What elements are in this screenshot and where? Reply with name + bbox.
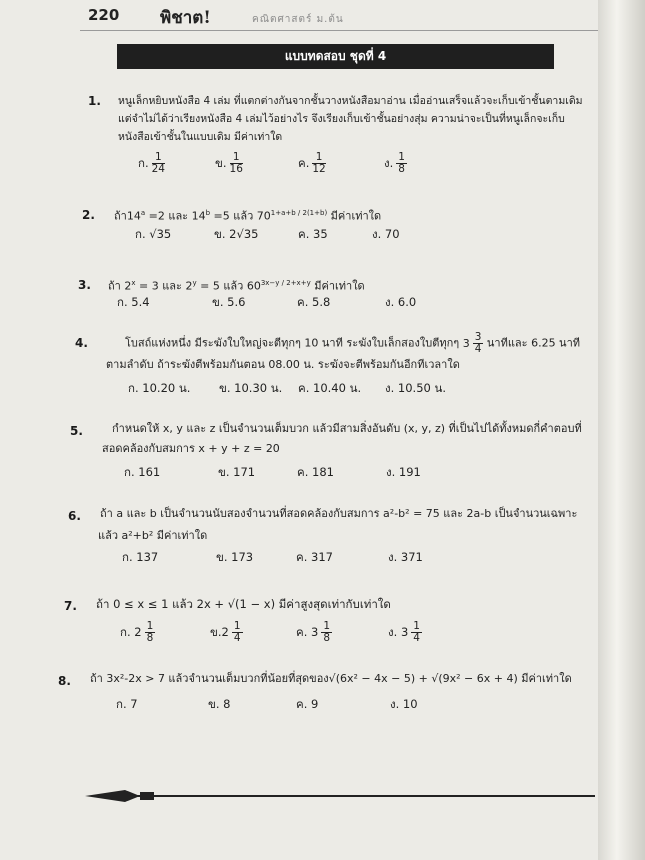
choice-b[interactable]: ข. 8: [208, 697, 231, 711]
choice-b[interactable]: ข. 10.30 น.: [219, 381, 283, 395]
test-banner: แบบทดสอบ ชุดที่ 4: [117, 44, 554, 69]
choice-d[interactable]: ง. 3 $\frac{1}{4}$: [388, 620, 420, 644]
question-number: 2.: [82, 208, 95, 222]
choice-c[interactable]: ค. 181: [297, 465, 334, 479]
choice-a[interactable]: ก. 7: [116, 697, 138, 711]
choice-c[interactable]: ค. 317: [296, 550, 333, 564]
choice-d[interactable]: ง. 191: [386, 465, 421, 479]
brand-subtitle: คณิตศาสตร์ ม.ต้น: [252, 14, 344, 25]
question-number: 4.: [75, 336, 88, 350]
question-number: 7.: [64, 599, 77, 613]
question-number: 6.: [68, 509, 81, 523]
choice-a[interactable]: ก. √35: [135, 227, 172, 241]
choice-b[interactable]: ข.2 $\frac{1}{4}$: [210, 620, 241, 644]
choice-c[interactable]: ค. 3 $\frac{1}{8}$: [296, 620, 331, 644]
question-text: ถ้า 0 ≤ x ≤ 1 แล้ว 2x + √(1 − x) มีค่าสูงสุดเท่ากับเท่าใด: [96, 597, 391, 611]
page-number: 220: [88, 6, 120, 24]
question-text-line2: แล้ว a²+b² มีค่าเท่าใด: [98, 529, 208, 542]
choice-b[interactable]: ข. 5.6: [212, 295, 246, 309]
choice-c[interactable]: ค. 10.40 น.: [298, 381, 362, 395]
mixed-number: 3 $\frac{3}{4}$: [462, 331, 482, 355]
question-number: 1.: [88, 94, 101, 108]
choice-c[interactable]: ค. $\frac{1}{12}$: [298, 151, 326, 175]
choice-a[interactable]: ก. 5.4: [117, 295, 150, 309]
question-text: ถ้า 3x²-2x > 7 แล้วจำนวนเต็มบวกที่น้อยที่สุดของ√(6x² − 4x − 5) + √(9x² − 6x + 4) มีค่าเท่าใด: [90, 672, 572, 685]
choice-c[interactable]: ค. 9: [296, 697, 319, 711]
choice-b[interactable]: ข. $\frac{1}{16}$: [215, 151, 243, 175]
question-text: ถ้า a และ b เป็นจำนวนนับสองจำนวนที่สอดคล้องกับสมการ a²-b² = 75 และ 2a-b เป็นจำนวนเฉพาะ: [100, 507, 578, 520]
choice-a[interactable]: ก. 2 $\frac{1}{8}$: [120, 620, 154, 644]
choice-a[interactable]: ก. 137: [122, 550, 159, 564]
decorative-arrow-icon: [85, 785, 595, 807]
choice-d[interactable]: ง. $\frac{1}{8}$: [384, 151, 405, 175]
choice-d[interactable]: ง. 70: [372, 227, 400, 241]
choice-a[interactable]: ก. 161: [124, 465, 161, 479]
next-page-edge: [598, 0, 645, 860]
question-text: โบสถ์แห่งหนึ่ง มีระฆังใบใหญ่จะตีทุกๆ 10 นาที ระฆังใบเล็กสองใบตีทุกๆ 3 $\frac{3}{4}$ นาทีและ 6.25 นาที: [125, 331, 581, 355]
question-text: กำหนดให้ x, y และ z เป็นจำนวนเต็มบวก แล้วมีสามสิ่งอันดับ (x, y, z) ที่เป็นไปได้ทั้งหมดกี่คำตอบที่: [112, 422, 582, 435]
choice-a[interactable]: ก. $\frac{1}{24}$: [138, 151, 165, 175]
question-number: 5.: [70, 424, 83, 438]
choice-d[interactable]: ง. 10: [390, 697, 418, 711]
question-text: ถ้า $2^x = 3$ และ $2^y = 5$ แล้ว $60^{3x-y / 2+x+y}$ มีค่าเท่าใด: [108, 279, 365, 293]
question-text: หนูเล็กหยิบหนังสือ 4 เล่ม ที่แตกต่างกันจากชั้นวางหนังสือมาอ่าน เมื่ออ่านเสร็จแล้วจะเก็บเข้าชั้นตามเดิม แต่จำไม่ได้ว่าเรียงหนังสือ 4 เล่มไว้อย่างไร จึงเรียงเก็บเข้าชั้นอย่างสุ่ม ความน่าจะเป็นที่หนูเล็กจะเก็บหนังสือเข้าชั้นในแบบเดิม มีค่าเท่าใด: [118, 95, 583, 143]
question-text-line2: สอดคล้องกับสมการ x + y + z = 20: [102, 442, 280, 455]
choice-d[interactable]: ง. 371: [388, 550, 423, 564]
brand-logo: พิชาต!: [160, 8, 211, 28]
question-text: ถ้า$14^a =2$ และ $14^b =5$ แล้ว $70^{1+a+b / 2(1+b)}$ มีค่าเท่าใด: [114, 209, 382, 223]
question-number: 8.: [58, 674, 71, 688]
header-rule: [80, 30, 598, 31]
choice-b[interactable]: ข. 2√35: [214, 227, 259, 241]
choice-b[interactable]: ข. 171: [218, 465, 256, 479]
question-number: 3.: [78, 278, 91, 292]
choice-d[interactable]: ง. 10.50 น.: [385, 381, 447, 395]
choice-b[interactable]: ข. 173: [216, 550, 254, 564]
choice-c[interactable]: ค. 5.8: [297, 295, 331, 309]
choice-c[interactable]: ค. 35: [298, 227, 328, 241]
question-text-line2: ตามลำดับ ถ้าระฆังตีพร้อมกันตอน 08.00 น. ระฆังจะตีพร้อมกันอีกทีเวลาใด: [106, 358, 460, 371]
choice-d[interactable]: ง. 6.0: [385, 295, 417, 309]
choice-a[interactable]: ก. 10.20 น.: [128, 381, 191, 395]
